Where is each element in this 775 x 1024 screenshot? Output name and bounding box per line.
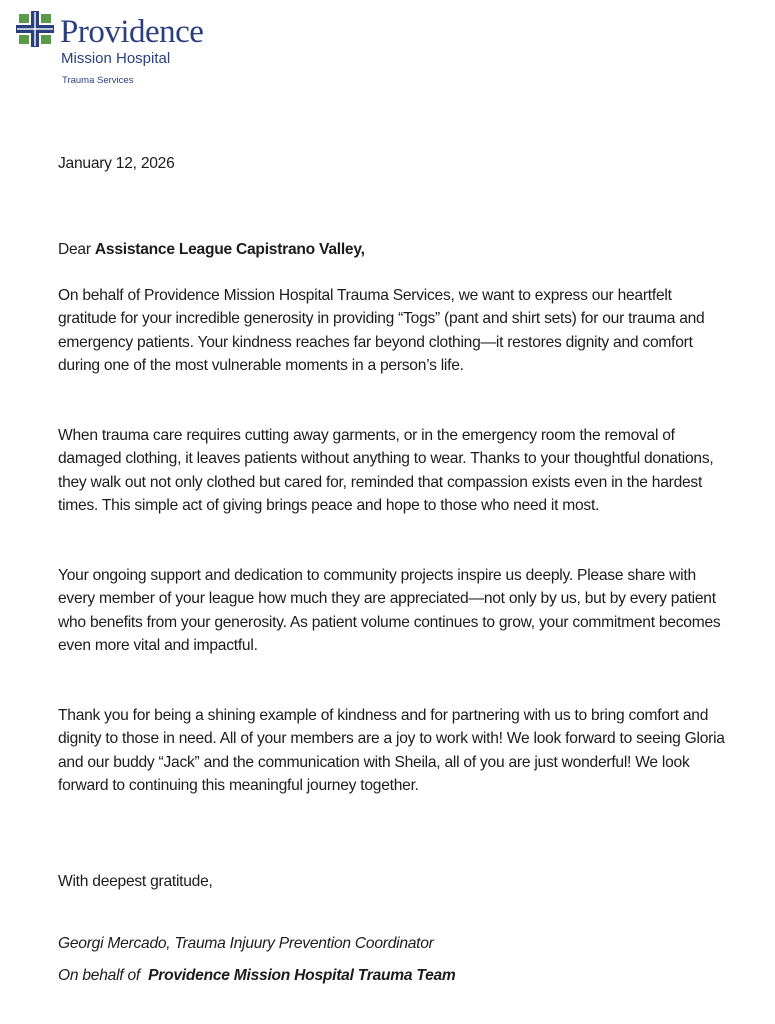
department-name: Trauma Services (62, 75, 134, 86)
salutation (58, 238, 365, 261)
paragraph-1: On behalf of Providence Mission Hospital Trauma Services, we want to express our heartfelt gratitude for your incredible generosity in providing “Togs” (pant and shirt sets) for our trauma and emergency patients. Your kindness reaches far beyond clothing—it restores dignity and comfort during one of the most vulnerable moments in a person’s life. (58, 287, 705, 375)
signature-team: Providence Mission Hospital Trauma Team (148, 967, 456, 984)
signature-prefix: On behalf of (58, 967, 149, 984)
signature-team-line (58, 964, 456, 987)
facility-name: Mission Hospital (61, 50, 171, 67)
cross-icon (16, 10, 54, 48)
paragraph-2: When trauma care requires cutting away garments, or in the emergency room the removal of damaged clothing, it leaves patients without anything to wear. Thanks to your thoughtful donations, they walk out not only clothed but cared for, reminded that compassion exists even in the hardest times. This simple act of giving brings peace and hope to those who need it most. (58, 427, 714, 515)
recipient-name: Assistance League Capistrano Valley, (94, 241, 365, 258)
letter-date: January 12, 2026 (58, 155, 175, 172)
signature-name: Georgi Mercado, Trauma Injuury Prevention Coordinator (58, 935, 434, 952)
paragraph-4: Thank you for being a shining example of kindness and for partnering with us to bring comfort and dignity to those in need. All of your members are a joy to work with! We look forward to seeing Gloria and our buddy “Jack” and the communication with Sheila, all of you are just wonderful! We look forward to continuing this meaningful journey together. (58, 707, 725, 795)
closing-line: With deepest gratitude, (58, 873, 213, 890)
paragraph-3: Your ongoing support and dedication to community projects inspire us deeply. Please share with every member of your league how much they are appreciated—not only by us, but by every patient who benefits from your generosity. As patient volume continues to grow, your commitment becomes even more vital and impactful. (58, 567, 721, 655)
salutation-prefix: Dear (58, 241, 95, 258)
brand-name: Providence (60, 14, 204, 50)
